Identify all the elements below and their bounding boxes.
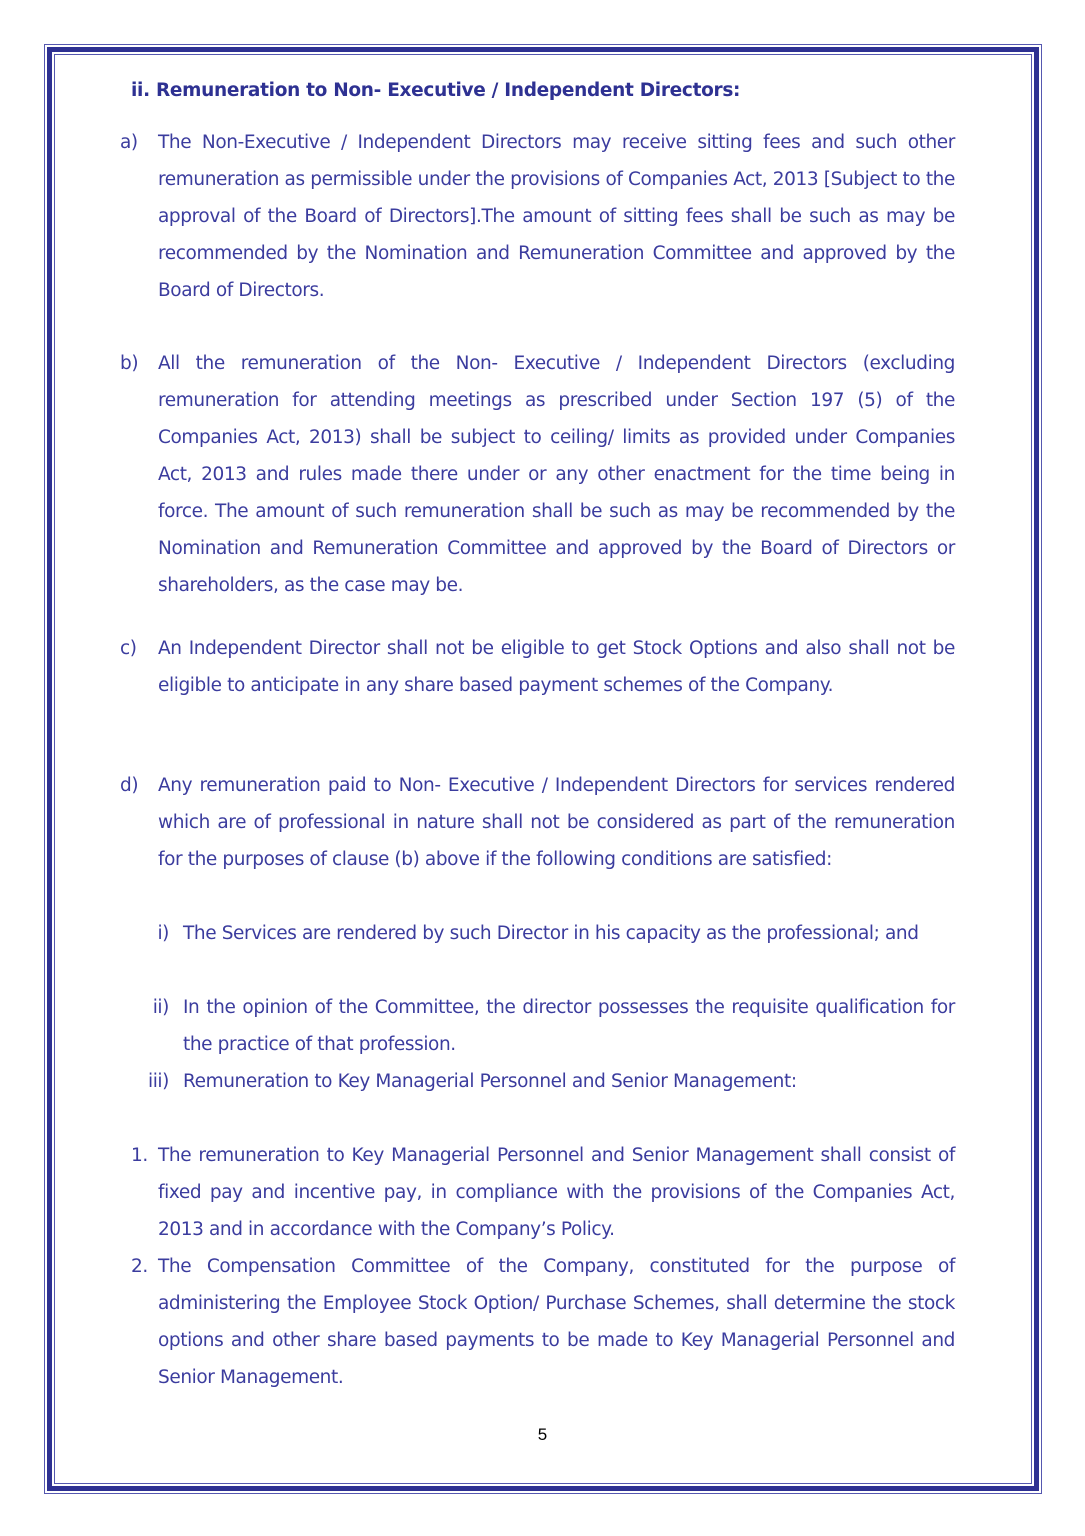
- clause-text: All the remuneration of the Non- Executive / Independent Directors (excluding remuneration for attending meetings as prescribed under Section 197 (5) of the Companies Act, 2013) shall be subject to ceiling/ limits as provided under Companies Act, 2013 and rules made there under or any other enactment for the time being in force. The amount of such remuneration shall be such as may be recommended by the Nomination and Remuneration Committee and approved by the Board of Directors or shareholders, as the case may be.: [158, 353, 955, 596]
- numbered-marker: 2.: [131, 1256, 148, 1277]
- subclause-text: In the opinion of the Committee, the director possesses the requisite qualification for the practice of that profession.: [183, 997, 955, 1055]
- subclause-iii: [145, 1063, 955, 1100]
- numbered-marker: 1.: [131, 1145, 148, 1166]
- subclause-marker: i): [157, 923, 169, 944]
- clause-text: The Non-Executive / Independent Directors may receive sitting fees and such other remuneration as permissible under the provisions of Companies Act, 2013 [Subject to the approval of the Board of Directors].The amount of sitting fees shall be such as may be recommended by the Nomination and Remuneration Committee and approved by the Board of Directors.: [158, 132, 955, 301]
- subclause-text: Remuneration to Key Managerial Personnel and Senior Management:: [183, 1071, 797, 1092]
- clause-marker: d): [120, 775, 139, 796]
- subclause-text: The Services are rendered by such Director in his capacity as the professional; and: [183, 923, 919, 944]
- numbered-item-1: [120, 1137, 955, 1248]
- clause-marker: b): [120, 353, 139, 374]
- clause-text: Any remuneration paid to Non- Executive / Independent Directors for services rendered which are of professional in nature shall not be considered as part of the remuneration for the purposes of clause (b) above if the following conditions are satisfied:: [158, 775, 955, 870]
- clause-a: [120, 124, 955, 309]
- page-number: 5: [537, 1425, 548, 1444]
- clause-d: [120, 767, 955, 878]
- section-heading: ii. Remuneration to Non- Executive / Independent Directors:: [131, 80, 741, 101]
- clause-marker: a): [120, 132, 138, 153]
- clause-text: An Independent Director shall not be eligible to get Stock Options and also shall not be eligible to anticipate in any share based payment schemes of the Company.: [158, 638, 955, 696]
- numbered-text: The Compensation Committee of the Company, constituted for the purpose of administering the Employee Stock Option/ Purchase Schemes, shall determine the stock options and other share based payments to be made to Key Managerial Personnel and Senior Management.: [158, 1256, 955, 1388]
- subclause-marker: ii): [152, 997, 169, 1018]
- clause-b: [120, 345, 955, 604]
- clause-c: [120, 630, 955, 704]
- numbered-item-2: [120, 1248, 955, 1396]
- clause-marker: c): [120, 638, 137, 659]
- subclause-i: [145, 915, 955, 952]
- numbered-text: The remuneration to Key Managerial Personnel and Senior Management shall consist of fixed pay and incentive pay, in compliance with the provisions of the Companies Act, 2013 and in accordance with the Company’s Policy.: [158, 1145, 955, 1240]
- subclause-ii: [145, 989, 955, 1063]
- subclause-marker: iii): [147, 1071, 169, 1092]
